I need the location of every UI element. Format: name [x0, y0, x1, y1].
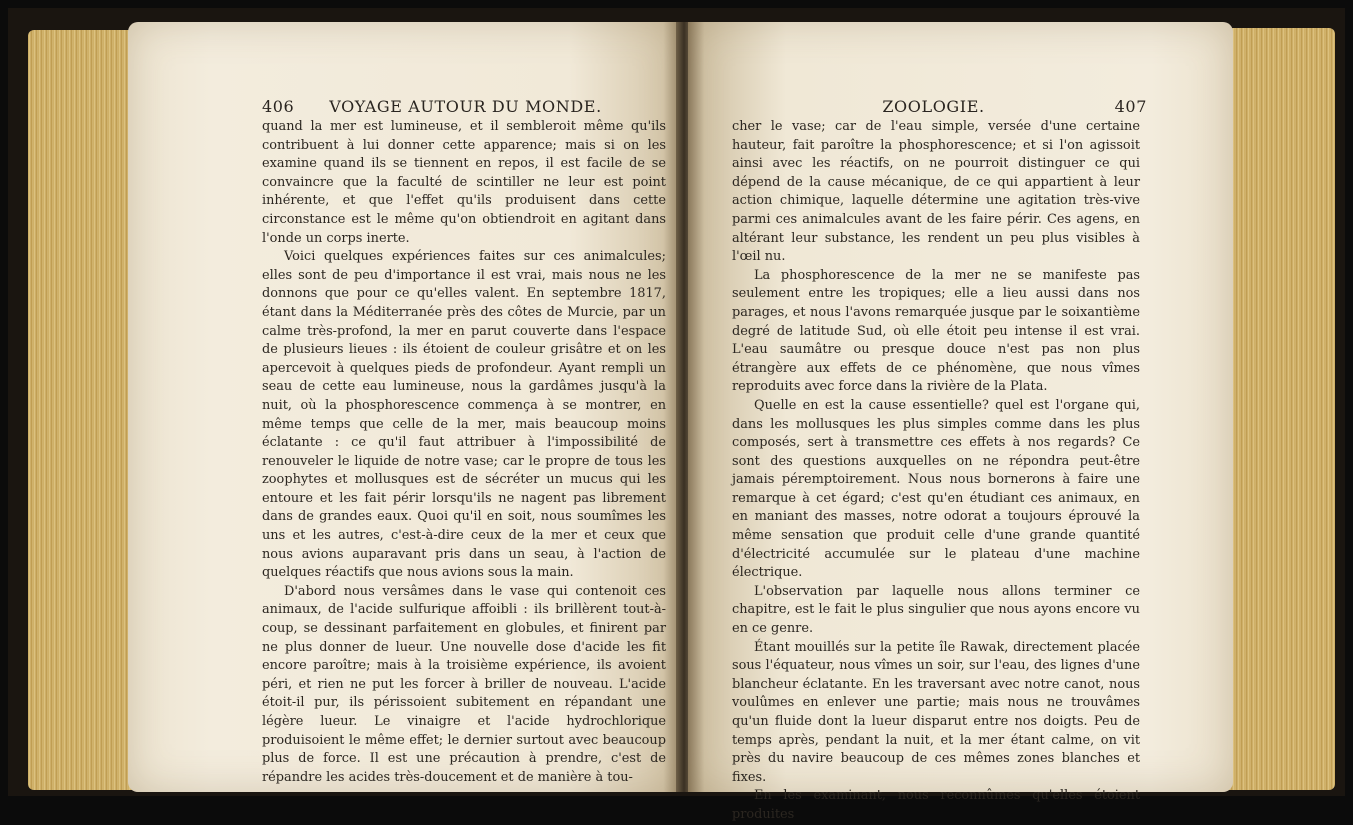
- left-page-number: 406: [262, 97, 295, 116]
- paragraph: L'observation par laquelle nous allons terminer ce chapitre, est le fait le plus singulier que nous ayons encore vu en ce genre.: [732, 583, 1140, 637]
- open-book: [8, 8, 1345, 822]
- paragraph: Voici quelques expériences faites sur ces animalcules; elles sont de peu d'importance il est vrai, mais nous ne les donnons que pour ce qu'elles valent. En septembre 1817, étant dans la Méditerranée près des côtes de Murcie, par un calme très-profond, la mer en parut couverte dans l'espace de plusieurs lieues : ils étoient de couleur grisâtre et on les apercevoit à quelques pieds de profondeur. Ayant rempli un seau de cette eau lumineuse, nous la gardâmes jusqu'à la nuit, où la phosphorescence commença à se montrer, en même temps que celle de la mer, mais beaucoup moins éclatante : ce qu'il faut attribuer à l'impossibilité de renouveler le liquide de notre vase; car le propre de tous les zoophytes et mollusques est de sécréter un mucus qui les entoure et les fait périr lorsqu'ils ne nagent pas librement dans de grandes eaux. Quoi qu'il en soit, nous soumîmes les uns et les autres, c'est-à-dire ceux de la mer et ceux que nous avions auparavant pris dans un seau, à l'action de quelques réactifs que nous avions sous la main.: [262, 249, 666, 581]
- left-page-edges: [28, 30, 138, 790]
- right-page-edges: [1225, 28, 1335, 790]
- right-running-title: ZOOLOGIE.: [882, 97, 985, 116]
- right-page: [688, 22, 1233, 822]
- right-running-head: [736, 97, 1147, 119]
- left-page: [128, 22, 680, 792]
- paragraph: quand la mer est lumineuse, et il sembleroit même qu'ils contribuent à lui donner cette apparence; mais si on les examine quand ils se tiennent en repos, il est facile de se convaincre que la faculté de scintiller ne leur est point inhérente, et que l'effet qu'ils produisent dans cette circonstance est le même qu'on obtiendroit en agitant dans l'onde un corps inerte.: [262, 119, 666, 246]
- left-running-title: VOYAGE AUTOUR DU MONDE.: [329, 97, 602, 116]
- left-page-text: [262, 118, 666, 787]
- left-running-head: [262, 97, 663, 119]
- right-page-number: 407: [1114, 97, 1147, 116]
- paragraph: Étant mouillés sur la petite île Rawak, directement placée sous l'équateur, nous vîmes un soir, sur l'eau, des lignes d'une blancheur éclatante. En les traversant avec notre canot, nous voulûmes en enlever une partie; mais nous ne trouvâmes qu'un fluide dont la lueur disparut entre nos doigts. Peu de temps après, pendant la nuit, et la mer étant calme, on vit près du navire beaucoup de ces mêmes zones blanches et fixes.: [732, 639, 1140, 785]
- paragraph: En les examinant, nous reconnûmes qu'elles étoient produites: [732, 788, 1140, 822]
- paragraph: D'abord nous versâmes dans le vase qui contenoit ces animaux, de l'acide sulfurique affoibli : ils brillèrent tout-à-coup, se dessinant parfaitement en globules, et finirent par ne plus donner de lueur. Une nouvelle dose d'acide les fit encore paroître; mais à la troisième expérience, ils avoient péri, et rien ne put les forcer à briller de nouveau. L'acide étoit-il pur, ils périssoient subitement en répandant une légère lueur. Le vinaigre et l'acide hydrochlorique produisoient le même effet; le dernier surtout avec beaucoup plus de force. Il est une précaution à prendre, c'est de répandre les acides très-doucement et de manière à tou-: [262, 583, 666, 785]
- paragraph: cher le vase; car de l'eau simple, versée d'une certaine hauteur, fait paroître la phosphorescence; et si l'on agissoit ainsi avec les réactifs, on ne pourroit distinguer ce qui dépend de la cause mécanique, de ce qui appartient à leur action chimique, laquelle détermine une agitation très-vive parmi ces animalcules avant de les faire périr. Ces agens, en altérant leur substance, les rendent un peu plus visibles à l'œil nu.: [732, 119, 1140, 265]
- paragraph: La phosphorescence de la mer ne se manifeste pas seulement entre les tropiques; elle a lieu aussi dans nos parages, et nous l'avons remarquée jusque par le soixantième degré de latitude Sud, où elle étoit peu intense il est vrai. L'eau saumâtre ou presque douce n'est pas non plus étrangère aux effets de ce phénomène, que nous vîmes reproduits avec force dans la rivière de la Plata.: [732, 267, 1140, 395]
- paragraph: Quelle en est la cause essentielle? quel est l'organe qui, dans les mollusques les plus simples comme dans les plus composés, sert à transmettre ces effets à nos regards? Ce sont des questions auxquelles on ne répondra peut-être jamais péremptoirement. Nous nous bornerons à faire une remarque à cet égard; c'est qu'en étudiant ces animaux, en en maniant des masses, notre odorat a toujours éprouvé la même sensation que produit celle d'une grande quantité d'électricité accumulée sur le plateau d'une machine électrique.: [732, 397, 1140, 581]
- right-page-text: [732, 118, 1140, 825]
